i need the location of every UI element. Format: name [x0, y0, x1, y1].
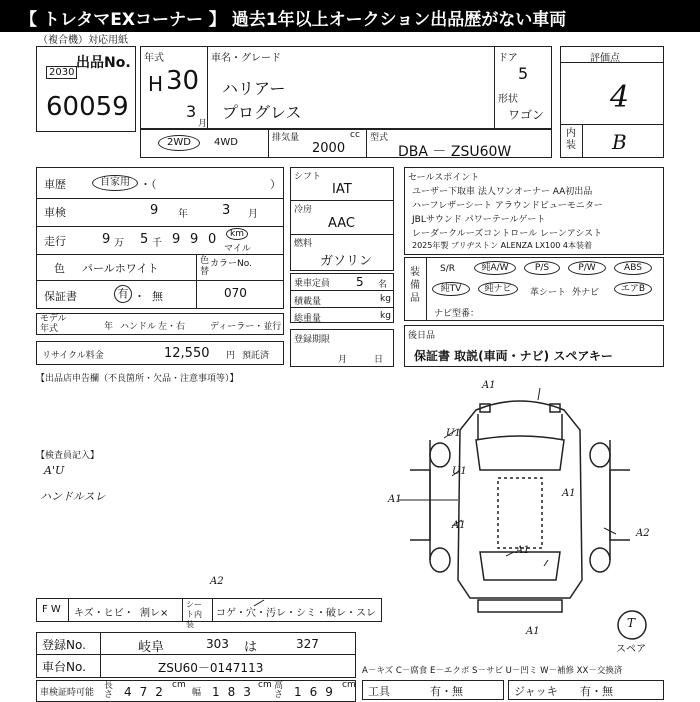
dealer-label: ディーラー・並行	[210, 322, 282, 332]
diag-mark-7: A1	[562, 488, 576, 499]
history-value: 自家用	[92, 175, 138, 191]
diag-mark-8: A2	[636, 528, 650, 539]
jack-value: 有・無	[580, 685, 613, 698]
model-grade: プログレス	[222, 103, 302, 122]
year-month-unit: 月	[198, 119, 208, 129]
score-value: 4	[610, 80, 630, 115]
mileage-d1: 9	[172, 232, 181, 247]
fuel-value: ガソリン	[320, 254, 373, 269]
doors-value: 5	[518, 64, 529, 83]
equip-aw: 純A/W	[474, 261, 516, 275]
sales-line-3: JBLサウンド パワーテールゲート	[412, 215, 546, 225]
handle-label: ハンドル	[120, 322, 157, 332]
lot-number: 60059	[46, 92, 129, 122]
inspector-note-1: A'U	[44, 464, 65, 477]
year-label: 年式	[144, 53, 164, 64]
dims-w-label: 幅	[192, 688, 202, 698]
registration-class: 303	[206, 637, 229, 651]
sales-line-4: レーダークルーズコントロール レーンアシスト	[412, 229, 603, 239]
equip-ext-navi: 外ナビ	[572, 288, 600, 298]
history-dot: ・（	[140, 178, 157, 191]
equipment-label: 装備品	[410, 267, 420, 304]
shaken-year: 9	[150, 203, 159, 218]
diag-mark-6: A1	[516, 545, 530, 556]
capacity-value: 5	[356, 275, 364, 289]
diag-mark-1: A1	[482, 380, 496, 391]
warranty-label: 保証書	[44, 290, 77, 303]
engine-value: 2000	[312, 141, 346, 156]
diag-mark-10: A1	[526, 626, 540, 637]
year-value: 30	[166, 66, 200, 96]
register-date-label: 登録期限	[294, 335, 331, 345]
dims-h-unit: cm	[342, 680, 356, 690]
warranty-dot: ・	[134, 290, 145, 303]
shaken-month-unit: 月	[248, 209, 258, 220]
engine-label: 排気量	[272, 133, 300, 143]
registration-label: 登録No.	[42, 638, 86, 652]
lot-label: 出品No.	[76, 55, 131, 71]
warranty-yes: 有	[114, 285, 132, 303]
fw-seat-label: シート内装	[186, 600, 202, 629]
type-value: DBA － ZSU60W	[398, 144, 512, 160]
mileage-unit-km: km	[226, 228, 248, 240]
mileage-sen-unit: 千	[152, 238, 162, 249]
sales-line-2: ハーフレザーシート アラウンドビューモニター	[412, 201, 603, 211]
register-month-unit: 月	[338, 355, 348, 365]
damage-legend: A－キズ C－腐食 E－エクボ S－サビ U－凹ミ W－補修 XX－交換済	[362, 666, 623, 676]
load-label: 積載量	[294, 297, 322, 307]
equip-pw: P/W	[568, 261, 606, 275]
sales-line-1: ユーザー下取車 法人ワンオーナー AA初出品	[412, 187, 593, 197]
handle-options: 左・右	[158, 322, 186, 332]
navi-model-label: ナビ型番：	[434, 309, 480, 319]
warranty-no: 無	[152, 290, 163, 303]
recycle-value: 12,550	[164, 346, 210, 361]
registration-number: 327	[296, 637, 319, 651]
spare-label: スペア	[616, 644, 646, 655]
engine-unit: cc	[350, 130, 360, 140]
model-label: 車名・グレード	[211, 53, 281, 64]
equip-navi: 純ナビ	[478, 282, 518, 296]
history-label: 車歴	[44, 178, 66, 191]
mileage-label: 走行	[44, 235, 66, 248]
fw-text-1: キズ・ヒビ・	[74, 608, 134, 619]
sales-line-5: 2025年製 ブリヂストン ALENZA LX100 4本装着	[412, 241, 592, 250]
declaration-label: 【出品店申告欄（不良箇所・欠品・注意事項等）】	[36, 374, 239, 384]
tools-label: 工具	[368, 685, 390, 698]
model-year-label: モデル年式	[40, 314, 67, 334]
recycle-unit: 円	[226, 351, 236, 361]
color-value: パールホワイト	[82, 262, 159, 275]
equip-leather: 革シート	[530, 288, 567, 298]
year-era: H	[148, 72, 164, 96]
chassis-value: ZSU60－0147113	[158, 661, 264, 675]
registration-kana: は	[244, 640, 258, 655]
register-day-unit: 日	[374, 355, 384, 365]
banner-text: 【 トレタマEXコーナー 】 過去1年以上オークション出品歴がない車両	[20, 10, 567, 30]
drive-2wd: 2WD	[158, 135, 200, 151]
color-no: 070	[224, 286, 247, 300]
dims-w: 183	[212, 685, 259, 699]
capacity-unit: 名	[378, 280, 388, 290]
dims-h-label: 高さ	[274, 681, 284, 700]
capacity-label: 乗車定員	[294, 279, 331, 289]
sales-label: セールスポイント	[408, 173, 480, 183]
fw-text-3: コゲ・穴・汚レ・シミ・破レ・スレ	[216, 608, 376, 619]
color-label: 色	[54, 262, 65, 275]
shift-value: IAT	[332, 182, 352, 197]
equip-airbag: エアB	[614, 282, 652, 296]
score-label: 評価点	[590, 53, 620, 64]
tools-value: 有・無	[430, 685, 463, 698]
mileage-man: 9	[102, 232, 111, 247]
mileage-sen: 5	[140, 232, 149, 247]
dims-w-unit: cm	[258, 680, 272, 690]
mileage-d2: 9	[190, 232, 199, 247]
model-name: ハリアー	[222, 79, 286, 98]
shaken-month: 3	[222, 203, 231, 218]
ac-value: AAC	[328, 216, 355, 231]
drive-4wd: 4WD	[214, 137, 238, 148]
shaken-year-unit: 年	[178, 209, 188, 220]
shape-value: ワゴン	[508, 108, 545, 122]
diag-mark-3: U1	[452, 466, 467, 477]
color-no-label: カラーNo.	[210, 259, 252, 269]
equip-ps: P/S	[524, 261, 560, 275]
history-close: ）	[270, 178, 281, 191]
gross-label: 総重量	[294, 314, 322, 324]
year-month: 3	[186, 102, 197, 121]
shape-label: 形状	[498, 94, 518, 105]
load-unit: kg	[380, 294, 391, 304]
fw-text-2: 割レ×	[140, 608, 169, 619]
color-change: 色替	[200, 256, 210, 277]
shaken-label: 車検	[44, 206, 66, 219]
mileage-man-unit: 万	[114, 238, 124, 249]
equip-tv: 純TV	[432, 282, 470, 296]
after-value: 保証書 取説(車両・ナビ) スペアキー	[414, 349, 613, 363]
fuel-label: 燃料	[294, 239, 313, 249]
model-year-unit: 年	[104, 322, 114, 332]
header-subtitle: （複合機）対応用紙	[38, 35, 128, 46]
dims-l: 472	[124, 685, 171, 699]
interior-value: B	[612, 130, 627, 154]
recycle-note: 預託済	[242, 351, 270, 361]
chassis-label: 車台No.	[42, 660, 86, 674]
inspector-label: 【検査員記入】	[36, 451, 100, 461]
gross-unit: kg	[380, 311, 391, 321]
inspector-note-2: ハンドルスレ	[40, 490, 106, 503]
fw-label: F W	[42, 604, 61, 615]
interior-label: 内装	[566, 128, 576, 151]
diag-mark-5: A1	[452, 520, 466, 531]
recycle-label: リサイクル料金	[42, 351, 104, 361]
shift-label: シフト	[294, 172, 322, 182]
equip-sr: S/R	[440, 264, 455, 274]
ac-label: 冷房	[294, 205, 313, 215]
diag-mark-2: U1	[446, 428, 461, 439]
dims-label: 車検証時可能	[40, 688, 95, 698]
jack-label: ジャッキ	[514, 685, 558, 698]
after-label: 後日品	[408, 331, 436, 341]
spare-mark: T	[627, 616, 636, 630]
type-label: 型式	[370, 133, 389, 143]
doors-label: ドア	[498, 53, 518, 64]
mileage-d3: 0	[208, 232, 217, 247]
dims-l-label: 長さ	[104, 681, 114, 700]
equip-abs: ABS	[614, 261, 652, 275]
dims-l-unit: cm	[172, 680, 186, 690]
mileage-unit-mile: マイル	[224, 244, 251, 254]
dims-h: 169	[294, 685, 341, 699]
diag-mark-9: A2	[210, 576, 224, 587]
lot-small: 2030	[46, 66, 77, 79]
diag-mark-4: A1	[388, 494, 402, 505]
registration-area: 岐阜	[138, 640, 165, 655]
